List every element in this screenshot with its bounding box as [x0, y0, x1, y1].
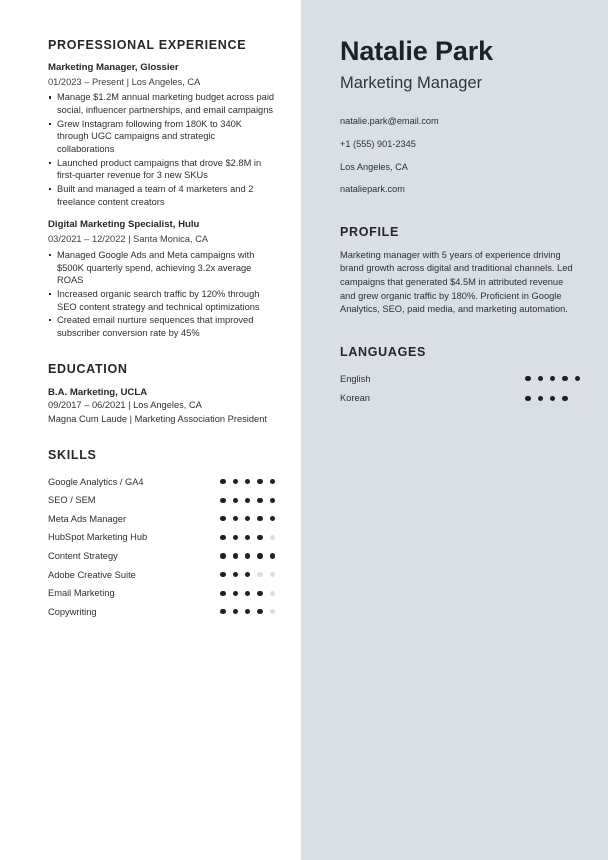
- rating-dot-filled: [220, 516, 225, 521]
- rating-dot-filled: [220, 535, 225, 540]
- skills-section: [48, 448, 275, 621]
- main-column: [0, 0, 301, 860]
- rating-dot-filled: [525, 396, 530, 401]
- contact-line: +1 (555) 901-2345: [340, 138, 416, 149]
- candidate-role: Marketing Manager: [340, 74, 483, 93]
- skills-heading: SKILLS: [48, 448, 97, 463]
- rating-dot-filled: [233, 498, 238, 503]
- rating-dot-filled: [270, 498, 275, 503]
- rating-dot-filled: [245, 479, 250, 484]
- skill-name: Meta Ads Manager: [48, 513, 127, 524]
- rating-dot-empty: [270, 591, 275, 596]
- rating-dot-filled: [220, 572, 225, 577]
- skill-name: SEO / SEM: [48, 495, 96, 506]
- rating-dot-filled: [245, 535, 250, 540]
- rating-dot-filled: [245, 609, 250, 614]
- job-bullet: Launched product campaigns that drove $2.8M in first-quarter revenue for 3 new SKUs: [48, 157, 275, 183]
- rating-dot-filled: [220, 498, 225, 503]
- rating-dot-filled: [245, 572, 250, 577]
- profile-section: [340, 225, 580, 317]
- language-name: Korean: [340, 393, 370, 404]
- rating-dot-filled: [257, 609, 262, 614]
- rating-dot-empty: [257, 572, 262, 577]
- rating-dot-filled: [257, 553, 262, 558]
- profile-text: Marketing manager with 5 years of experience driving brand growth across digital and traditional channels. Led campaigns that generated $4.5M in attributed revenue and grew organic traffic by 180%. Proficient in Google Analytics, SEO, paid media, and marketing automation.: [340, 249, 573, 315]
- rating-dot-filled: [257, 591, 262, 596]
- rating-dot-filled: [220, 553, 225, 558]
- rating-dot-filled: [233, 572, 238, 577]
- rating-dot-filled: [233, 609, 238, 614]
- rating-dot-filled: [245, 516, 250, 521]
- languages-section: [340, 345, 580, 408]
- rating-dot-filled: [233, 553, 238, 558]
- job-bullet-list: [48, 249, 275, 340]
- profile-heading: PROFILE: [340, 224, 399, 239]
- skill-rating-dots: [220, 553, 275, 558]
- job-meta: 01/2023 – Present | Los Angeles, CA: [48, 76, 201, 87]
- job-title: Marketing Manager, Glossier: [48, 62, 179, 73]
- rating-dot-filled: [538, 396, 543, 401]
- job-bullet: Managed Google Ads and Meta campaigns with $500K quarterly spend, achieving 3.2x average ROAS: [48, 249, 275, 287]
- job-bullet: Created email nurture sequences that improved subscriber conversion rate by 45%: [48, 314, 275, 340]
- experience-section: [48, 38, 275, 340]
- skill-rating-dots: [220, 516, 275, 521]
- rating-dot-filled: [270, 516, 275, 521]
- languages-heading: LANGUAGES: [340, 345, 427, 360]
- rating-dot-filled: [538, 376, 543, 381]
- rating-dot-filled: [270, 479, 275, 484]
- skill-rating-dots: [220, 572, 275, 577]
- rating-dot-empty: [270, 535, 275, 540]
- skill-row: [48, 584, 275, 603]
- skill-row: [48, 528, 275, 547]
- experience-heading: PROFESSIONAL EXPERIENCE: [48, 38, 247, 52]
- skill-name: HubSpot Marketing Hub: [48, 532, 148, 543]
- education-meta: 09/2017 – 06/2021 | Los Angeles, CA: [48, 400, 202, 411]
- job-bullet: Built and managed a team of 4 marketers and 2 freelance content creators: [48, 183, 275, 209]
- experience-job-list: [48, 62, 275, 340]
- rating-dot-filled: [562, 376, 567, 381]
- contact-list: [340, 115, 580, 197]
- education-degree: B.A. Marketing, UCLA: [48, 386, 148, 398]
- language-name: English: [340, 373, 371, 384]
- skill-row: [48, 547, 275, 566]
- skill-name: Content Strategy: [48, 551, 118, 562]
- job-bullet: Increased organic search traffic by 120% through SEO content strategy and technical optimizations: [48, 288, 275, 314]
- rating-dot-filled: [245, 498, 250, 503]
- education-heading: EDUCATION: [48, 361, 128, 376]
- rating-dot-filled: [562, 396, 567, 401]
- job-bullet: Grew Instagram following from 180K to 340K through UGC campaigns and strategic collaborations: [48, 118, 275, 156]
- contact-line: natalie.park@email.com: [340, 115, 439, 126]
- skill-rating-dots: [220, 609, 275, 614]
- rating-dot-filled: [270, 553, 275, 558]
- job-bullet-list: [48, 91, 275, 208]
- rating-dot-filled: [220, 609, 225, 614]
- rating-dot-filled: [257, 479, 262, 484]
- rating-dot-filled: [233, 535, 238, 540]
- skill-rating-dots: [220, 535, 275, 540]
- rating-dot-filled: [233, 591, 238, 596]
- job-meta: 03/2021 – 12/2022 | Santa Monica, CA: [48, 234, 209, 245]
- skill-rating-dots: [220, 591, 275, 596]
- skill-row: [48, 510, 275, 529]
- skill-name: Adobe Creative Suite: [48, 569, 136, 580]
- rating-dot-empty: [270, 609, 275, 614]
- skill-rating-dots: [220, 498, 275, 503]
- languages-list: [340, 369, 580, 408]
- rating-dot-filled: [245, 553, 250, 558]
- rating-dot-filled: [550, 396, 555, 401]
- skill-name: Copywriting: [48, 606, 97, 617]
- skill-row: [48, 603, 275, 622]
- contact-line: nataliepark.com: [340, 184, 405, 195]
- education-section: [48, 362, 275, 427]
- rating-dot-filled: [257, 516, 262, 521]
- skill-row: [48, 491, 275, 510]
- job-bullet: Manage $1.2M annual marketing budget across paid social, influencer partnerships, and email campaigns: [48, 91, 275, 117]
- rating-dot-filled: [525, 376, 530, 381]
- education-honors: Magna Cum Laude | Marketing Association President: [48, 413, 267, 424]
- rating-dot-filled: [257, 535, 262, 540]
- skill-rating-dots: [220, 479, 275, 484]
- rating-dot-filled: [220, 591, 225, 596]
- job-title: Digital Marketing Specialist, Hulu: [48, 219, 200, 231]
- rating-dot-filled: [245, 591, 250, 596]
- language-rating-dots: [525, 376, 580, 381]
- experience-entry: [48, 62, 275, 208]
- skills-list: [48, 472, 275, 621]
- rating-dot-empty: [575, 396, 580, 401]
- rating-dot-filled: [233, 516, 238, 521]
- experience-entry: [48, 219, 275, 339]
- contact-line: Los Angeles, CA: [340, 161, 408, 172]
- language-row: [340, 369, 580, 389]
- language-row: [340, 389, 580, 409]
- rating-dot-filled: [575, 376, 580, 381]
- rating-dot-filled: [220, 479, 225, 484]
- skill-name: Google Analytics / GA4: [48, 476, 144, 487]
- sidebar-column: [301, 0, 608, 860]
- rating-dot-filled: [233, 479, 238, 484]
- rating-dot-filled: [257, 498, 262, 503]
- language-rating-dots: [525, 396, 580, 401]
- skill-row: [48, 565, 275, 584]
- rating-dot-filled: [550, 376, 555, 381]
- rating-dot-empty: [270, 572, 275, 577]
- candidate-name: Natalie Park: [340, 36, 493, 66]
- skill-row: [48, 472, 275, 491]
- skill-name: Email Marketing: [48, 588, 115, 599]
